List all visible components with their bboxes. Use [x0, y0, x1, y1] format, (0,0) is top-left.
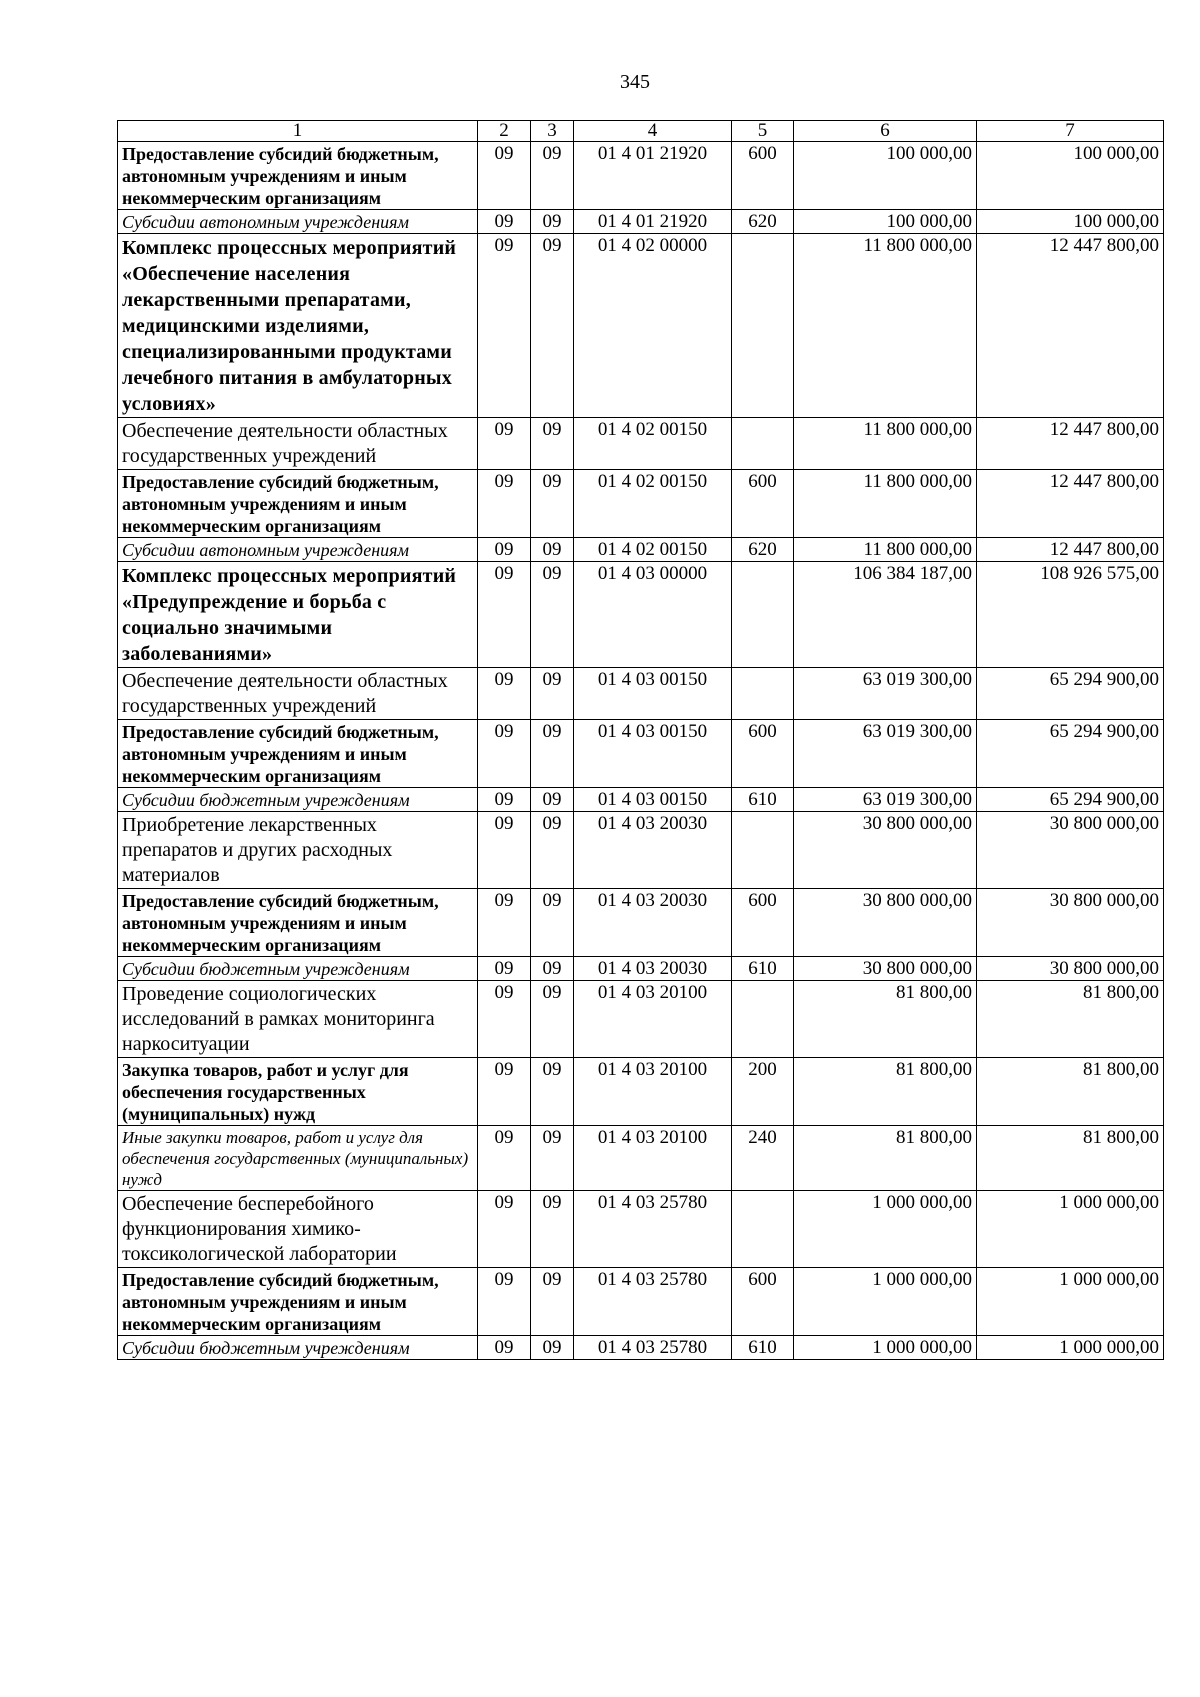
table-row	[118, 470, 1164, 538]
section-code: 09	[478, 470, 531, 538]
table-row	[118, 1058, 1164, 1126]
table-row	[118, 668, 1164, 720]
subsection-code: 09	[531, 957, 574, 981]
amount-year-2: 108 926 575,00	[977, 562, 1164, 668]
target-article-code: 01 4 03 00150	[574, 668, 732, 720]
target-article-code: 01 4 03 25780	[574, 1268, 732, 1336]
section-code: 09	[478, 1126, 531, 1191]
subsection-code: 09	[531, 418, 574, 470]
expense-type-code: 600	[732, 470, 794, 538]
section-code: 09	[478, 720, 531, 788]
column-header: 3	[531, 121, 574, 142]
amount-year-2: 12 447 800,00	[977, 234, 1164, 418]
amount-year-2: 65 294 900,00	[977, 668, 1164, 720]
subsection-code: 09	[531, 889, 574, 957]
subsection-code: 09	[531, 812, 574, 889]
section-code: 09	[478, 1336, 531, 1360]
budget-table	[117, 120, 1164, 1360]
section-code: 09	[478, 957, 531, 981]
expense-type-code: 620	[732, 210, 794, 234]
amount-year-1: 30 800 000,00	[794, 957, 977, 981]
subsection-code: 09	[531, 538, 574, 562]
table-row	[118, 562, 1164, 668]
table-row	[118, 1126, 1164, 1191]
target-article-code: 01 4 03 20030	[574, 889, 732, 957]
section-code: 09	[478, 418, 531, 470]
column-header: 2	[478, 121, 531, 142]
section-code: 09	[478, 234, 531, 418]
amount-year-1: 1 000 000,00	[794, 1191, 977, 1268]
amount-year-2: 65 294 900,00	[977, 720, 1164, 788]
table-row	[118, 788, 1164, 812]
subsection-code: 09	[531, 788, 574, 812]
target-article-code: 01 4 01 21920	[574, 210, 732, 234]
target-article-code: 01 4 03 25780	[574, 1191, 732, 1268]
section-code: 09	[478, 889, 531, 957]
amount-year-2: 12 447 800,00	[977, 470, 1164, 538]
expense-type-code: 600	[732, 889, 794, 957]
amount-year-1: 100 000,00	[794, 210, 977, 234]
amount-year-2: 81 800,00	[977, 981, 1164, 1058]
subsection-code: 09	[531, 210, 574, 234]
expense-type-code: 200	[732, 1058, 794, 1126]
subsection-code: 09	[531, 1191, 574, 1268]
section-code: 09	[478, 562, 531, 668]
row-name: Предоставление субсидий бюджетным, автономным учреждениям и иным некоммерческим организациям	[118, 889, 478, 957]
section-code: 09	[478, 668, 531, 720]
table-row	[118, 234, 1164, 418]
amount-year-2: 65 294 900,00	[977, 788, 1164, 812]
amount-year-2: 100 000,00	[977, 210, 1164, 234]
section-code: 09	[478, 210, 531, 234]
column-header: 5	[732, 121, 794, 142]
subsection-code: 09	[531, 142, 574, 210]
table-row	[118, 981, 1164, 1058]
column-header: 4	[574, 121, 732, 142]
amount-year-1: 1 000 000,00	[794, 1268, 977, 1336]
amount-year-1: 30 800 000,00	[794, 889, 977, 957]
amount-year-1: 81 800,00	[794, 1058, 977, 1126]
expense-type-code	[732, 1191, 794, 1268]
subsection-code: 09	[531, 1336, 574, 1360]
subsection-code: 09	[531, 1058, 574, 1126]
row-name: Обеспечение деятельности областных государственных учреждений	[118, 418, 478, 470]
row-name: Предоставление субсидий бюджетным, автономным учреждениям и иным некоммерческим организациям	[118, 470, 478, 538]
expense-type-code: 240	[732, 1126, 794, 1191]
table-row	[118, 418, 1164, 470]
expense-type-code: 620	[732, 538, 794, 562]
table-row	[118, 889, 1164, 957]
table-row	[118, 538, 1164, 562]
amount-year-1: 1 000 000,00	[794, 1336, 977, 1360]
target-article-code: 01 4 03 00150	[574, 720, 732, 788]
amount-year-1: 81 800,00	[794, 981, 977, 1058]
subsection-code: 09	[531, 981, 574, 1058]
row-name: Комплекс процессных мероприятий «Обеспечение населения лекарственными препаратами, медицинскими изделиями, специализированными продуктами лечебного питания в амбулаторных условиях»	[118, 234, 478, 418]
amount-year-2: 100 000,00	[977, 142, 1164, 210]
row-name: Обеспечение деятельности областных государственных учреждений	[118, 668, 478, 720]
table-row	[118, 1191, 1164, 1268]
amount-year-2: 1 000 000,00	[977, 1191, 1164, 1268]
expense-type-code	[732, 668, 794, 720]
subsection-code: 09	[531, 668, 574, 720]
table-row	[118, 142, 1164, 210]
section-code: 09	[478, 1191, 531, 1268]
column-header: 1	[118, 121, 478, 142]
target-article-code: 01 4 03 25780	[574, 1336, 732, 1360]
section-code: 09	[478, 981, 531, 1058]
table-row	[118, 957, 1164, 981]
row-name: Субсидии бюджетным учреждениям	[118, 957, 478, 981]
expense-type-code: 600	[732, 142, 794, 210]
amount-year-1: 81 800,00	[794, 1126, 977, 1191]
page-number: 345	[620, 71, 650, 93]
subsection-code: 09	[531, 470, 574, 538]
row-name: Субсидии бюджетным учреждениям	[118, 788, 478, 812]
target-article-code: 01 4 01 21920	[574, 142, 732, 210]
table-row	[118, 812, 1164, 889]
amount-year-2: 1 000 000,00	[977, 1268, 1164, 1336]
row-name: Предоставление субсидий бюджетным, автономным учреждениям и иным некоммерческим организациям	[118, 142, 478, 210]
row-name: Иные закупки товаров, работ и услуг для обеспечения государственных (муниципальных) нужд	[118, 1126, 478, 1191]
target-article-code: 01 4 02 00000	[574, 234, 732, 418]
amount-year-2: 81 800,00	[977, 1058, 1164, 1126]
expense-type-code: 600	[732, 1268, 794, 1336]
target-article-code: 01 4 02 00150	[574, 538, 732, 562]
target-article-code: 01 4 03 20030	[574, 812, 732, 889]
amount-year-1: 11 800 000,00	[794, 418, 977, 470]
target-article-code: 01 4 03 20030	[574, 957, 732, 981]
amount-year-1: 63 019 300,00	[794, 668, 977, 720]
subsection-code: 09	[531, 1126, 574, 1191]
amount-year-1: 63 019 300,00	[794, 720, 977, 788]
amount-year-1: 11 800 000,00	[794, 234, 977, 418]
section-code: 09	[478, 788, 531, 812]
target-article-code: 01 4 03 00000	[574, 562, 732, 668]
column-header: 6	[794, 121, 977, 142]
row-name: Комплекс процессных мероприятий «Предупреждение и борьба с социально значимыми заболеваниями»	[118, 562, 478, 668]
row-name: Предоставление субсидий бюджетным, автономным учреждениям и иным некоммерческим организациям	[118, 1268, 478, 1336]
row-name: Закупка товаров, работ и услуг для обеспечения государственных (муниципальных) нужд	[118, 1058, 478, 1126]
table-row	[118, 720, 1164, 788]
target-article-code: 01 4 03 00150	[574, 788, 732, 812]
expense-type-code	[732, 562, 794, 668]
amount-year-2: 30 800 000,00	[977, 889, 1164, 957]
section-code: 09	[478, 1268, 531, 1336]
target-article-code: 01 4 03 20100	[574, 1126, 732, 1191]
amount-year-2: 12 447 800,00	[977, 538, 1164, 562]
row-name: Предоставление субсидий бюджетным, автономным учреждениям и иным некоммерческим организациям	[118, 720, 478, 788]
expense-type-code	[732, 812, 794, 889]
expense-type-code: 600	[732, 720, 794, 788]
target-article-code: 01 4 02 00150	[574, 470, 732, 538]
section-code: 09	[478, 142, 531, 210]
amount-year-2: 81 800,00	[977, 1126, 1164, 1191]
amount-year-1: 11 800 000,00	[794, 470, 977, 538]
expense-type-code	[732, 234, 794, 418]
table-header-row	[118, 121, 1164, 142]
expense-type-code: 610	[732, 1336, 794, 1360]
amount-year-2: 30 800 000,00	[977, 957, 1164, 981]
target-article-code: 01 4 03 20100	[574, 1058, 732, 1126]
target-article-code: 01 4 03 20100	[574, 981, 732, 1058]
table-row	[118, 1336, 1164, 1360]
row-name: Субсидии автономным учреждениям	[118, 538, 478, 562]
subsection-code: 09	[531, 562, 574, 668]
amount-year-2: 1 000 000,00	[977, 1336, 1164, 1360]
amount-year-1: 63 019 300,00	[794, 788, 977, 812]
amount-year-1: 100 000,00	[794, 142, 977, 210]
row-name: Субсидии автономным учреждениям	[118, 210, 478, 234]
column-header: 7	[977, 121, 1164, 142]
amount-year-2: 30 800 000,00	[977, 812, 1164, 889]
target-article-code: 01 4 02 00150	[574, 418, 732, 470]
subsection-code: 09	[531, 1268, 574, 1336]
section-code: 09	[478, 538, 531, 562]
subsection-code: 09	[531, 720, 574, 788]
section-code: 09	[478, 812, 531, 889]
expense-type-code: 610	[732, 788, 794, 812]
subsection-code: 09	[531, 234, 574, 418]
row-name: Субсидии бюджетным учреждениям	[118, 1336, 478, 1360]
row-name: Обеспечение бесперебойного функционирования химико-токсикологической лаборатории	[118, 1191, 478, 1268]
amount-year-1: 106 384 187,00	[794, 562, 977, 668]
section-code: 09	[478, 1058, 531, 1126]
amount-year-1: 11 800 000,00	[794, 538, 977, 562]
amount-year-2: 12 447 800,00	[977, 418, 1164, 470]
expense-type-code: 610	[732, 957, 794, 981]
table-row	[118, 1268, 1164, 1336]
row-name: Проведение социологических исследований в рамках мониторинга наркоситуации	[118, 981, 478, 1058]
expense-type-code	[732, 418, 794, 470]
expense-type-code	[732, 981, 794, 1058]
row-name: Приобретение лекарственных препаратов и других расходных материалов	[118, 812, 478, 889]
amount-year-1: 30 800 000,00	[794, 812, 977, 889]
table-row	[118, 210, 1164, 234]
